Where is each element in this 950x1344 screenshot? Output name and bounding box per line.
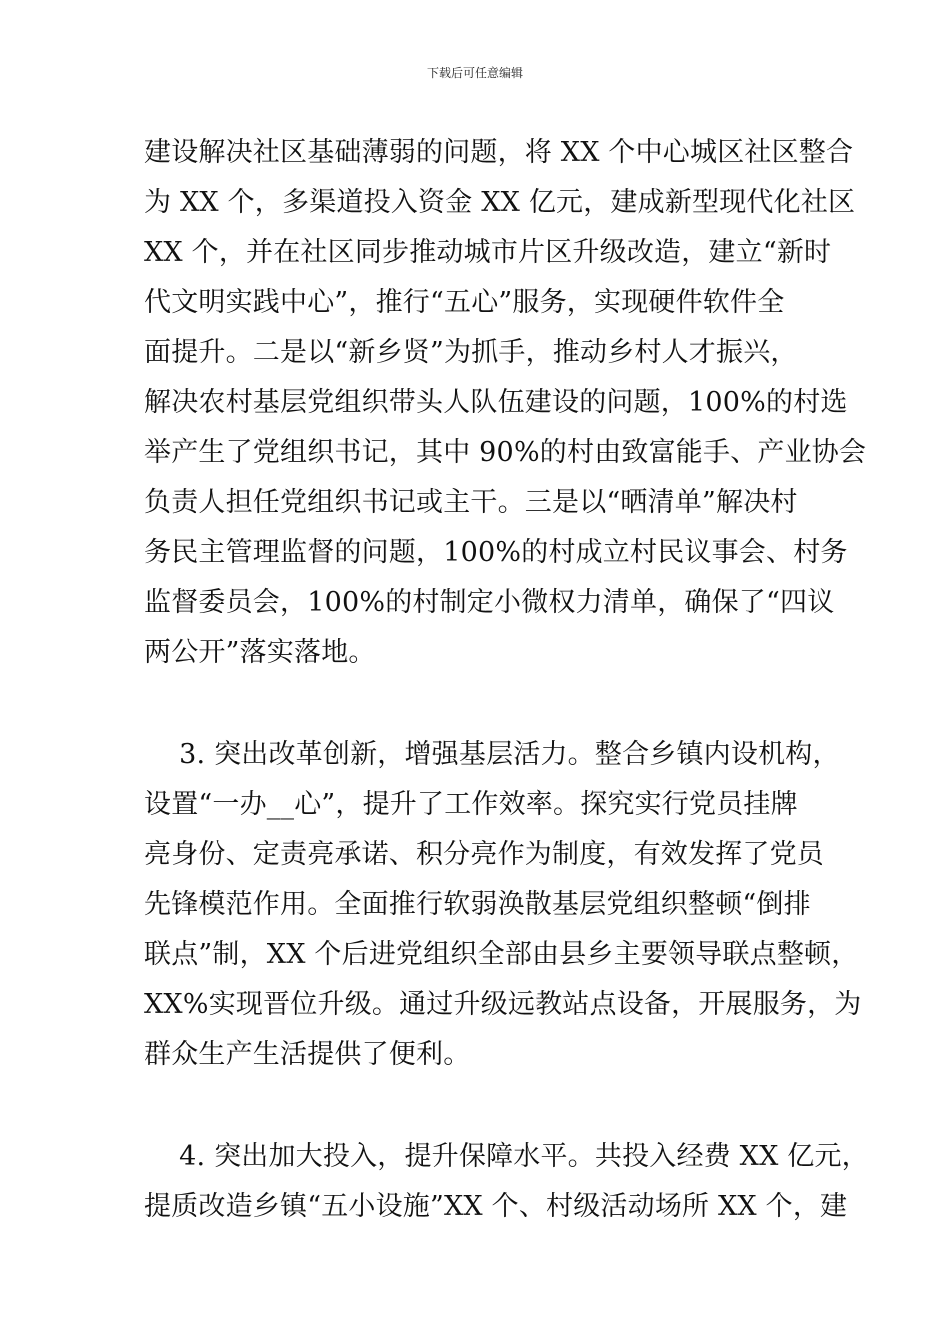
- text-line: 亮身份、定责亮承诺、积分亮作为制度，有效发挥了党员: [144, 839, 824, 870]
- text-line: 两公开”落实落地。: [144, 637, 376, 668]
- text-line: 先锋模范作用。全面推行软弱涣散基层党组织整顿“倒排: [144, 889, 811, 920]
- page-header: 下载后可任意编辑: [426, 66, 523, 80]
- text-line: 监督委员会，100%的村制定小微权力清单，确保了“四议: [144, 587, 835, 618]
- text-line: 务民主管理监督的问题，100%的村成立村民议事会、村务: [144, 537, 848, 568]
- text-line: 举产生了党组织书记，其中 90%的村由致富能手、产业协会: [144, 437, 867, 468]
- text-line: 解决农村基层党组织带头人队伍建设的问题，100%的村选: [144, 387, 848, 418]
- document-body: [144, 128, 869, 1232]
- text-line: 联点”制，XX 个后进党组织全部由县乡主要领导联点整顿，: [144, 939, 859, 970]
- text-line: XX 个，并在社区同步推动城市片区升级改造，建立“新时: [144, 237, 832, 268]
- text-line: 提质改造乡镇“五小设施”XX 个、村级活动场所 XX 个，建: [144, 1191, 848, 1222]
- text-line: 设置“一办__心”，提升了工作效率。探究实行党员挂牌: [144, 789, 798, 820]
- text-line: 3. 突出改革创新，增强基层活力。整合乡镇内设机构，: [144, 739, 840, 770]
- text-line: 负责人担任党组织书记或主干。三是以“晒清单”解决村: [144, 487, 798, 518]
- text-line: 群众生产生活提供了便利。: [144, 1039, 471, 1070]
- paragraph-spacer: [144, 1080, 814, 1132]
- paragraph-2: [144, 730, 862, 1080]
- paragraph-spacer: [144, 678, 814, 730]
- text-line: XX%实现晋位升级。通过升级远教站点设备，开展服务，为: [144, 989, 862, 1020]
- text-line: 建设解决社区基础薄弱的问题，将 XX 个中心城区社区整合: [144, 137, 854, 168]
- text-line: 为 XX 个，多渠道投入资金 XX 亿元，建成新型现代化社区: [144, 187, 856, 218]
- paragraph-1: [144, 128, 867, 678]
- text-line: 4. 突出加大投入，提升保障水平。共投入经费 XX 亿元，: [144, 1141, 869, 1172]
- paragraph-3: [144, 1132, 869, 1232]
- text-line: 代文明实践中心”，推行“五心”服务，实现硬件软件全: [144, 287, 785, 318]
- text-line: 面提升。二是以“新乡贤”为抓手，推动乡村人才振兴，: [144, 337, 798, 368]
